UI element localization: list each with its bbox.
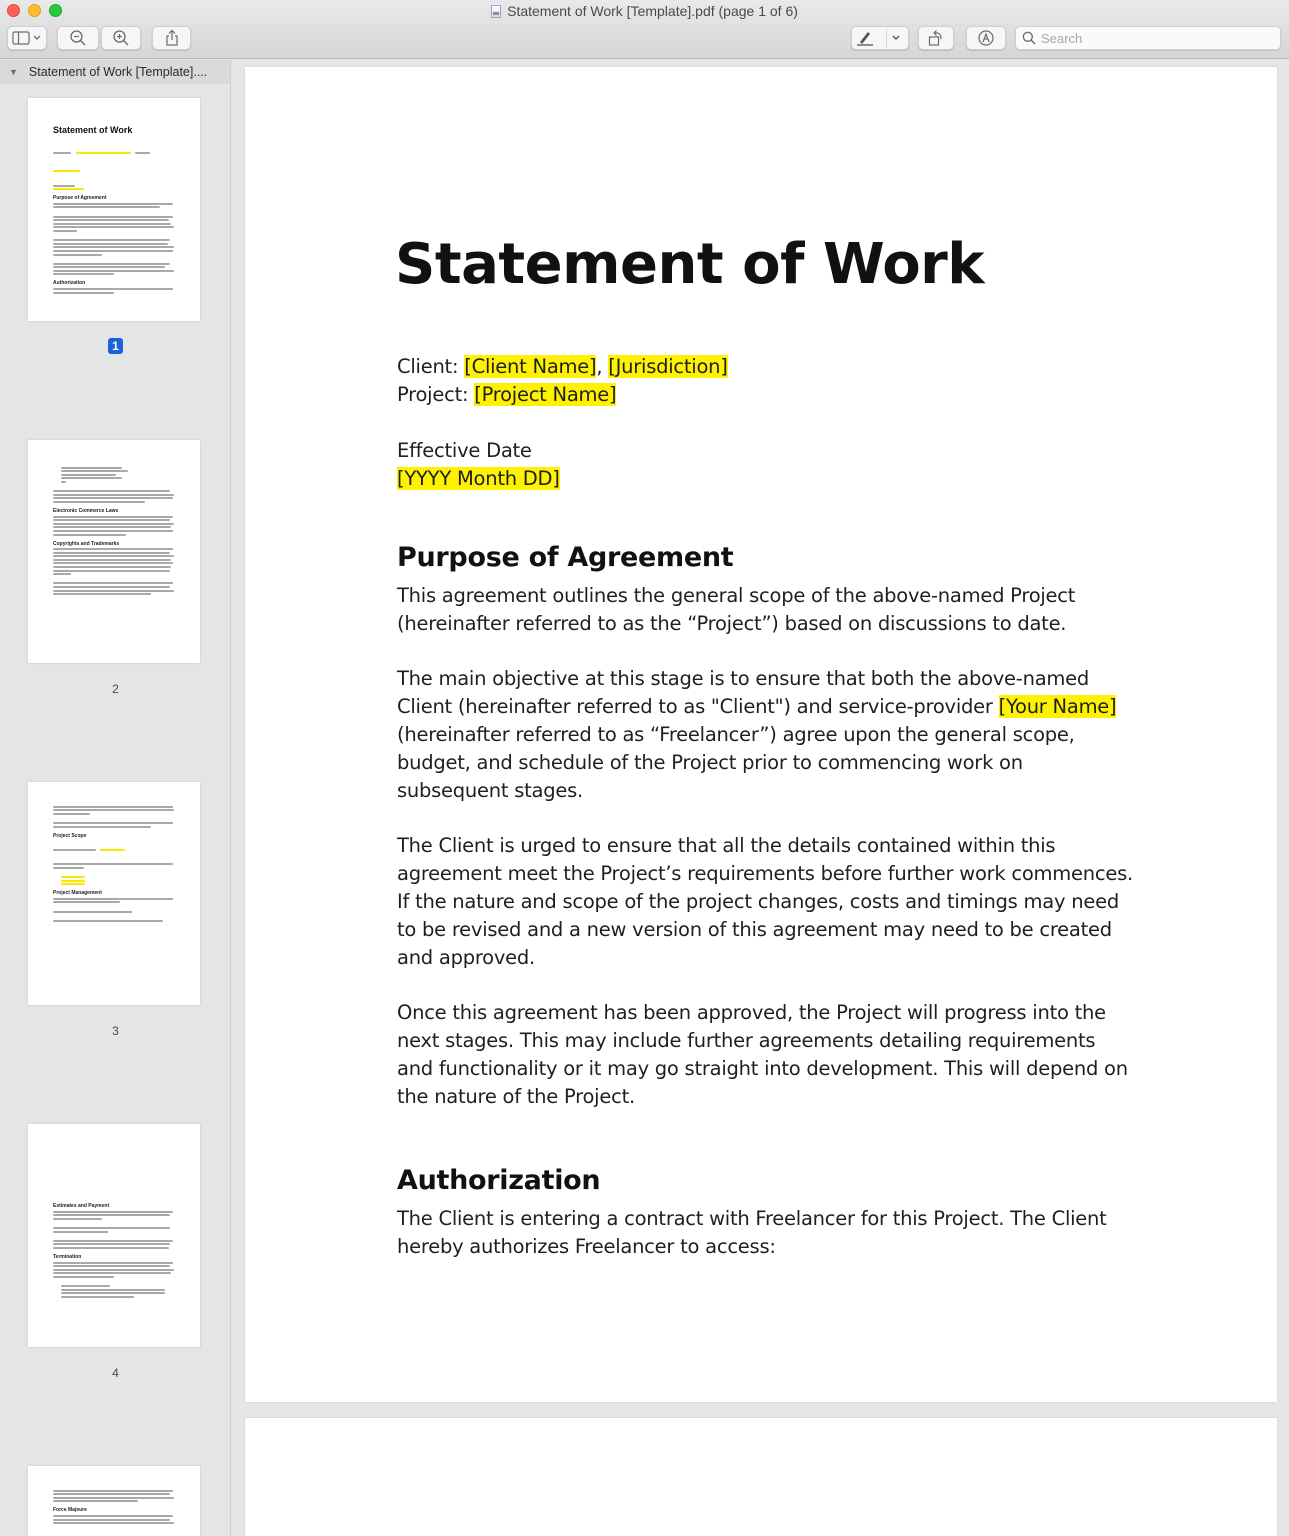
thumbnail-sidebar <box>0 60 231 1536</box>
search-field[interactable] <box>1015 26 1281 50</box>
pdf-page-2 <box>245 1418 1277 1536</box>
rotate-button[interactable] <box>918 26 954 50</box>
client-line: Client: [Client Name], [Jurisdiction] <box>397 355 728 378</box>
thumb-title: Statement of Work <box>53 125 133 135</box>
page-thumbnail-5[interactable] <box>28 1466 200 1536</box>
thumb-heading: Force Majeure <box>53 1507 87 1514</box>
page-number-3[interactable]: 3 <box>112 1024 119 1038</box>
markup-toolbar-button[interactable] <box>966 26 1006 50</box>
sidebar-toggle-button[interactable] <box>7 26 47 50</box>
sidebar-document-row[interactable] <box>0 60 230 84</box>
effective-date-block <box>397 437 1137 493</box>
purpose-paragraph-2: The main objective at this stage is to ensure that both the above-named Client (hereinafter referred to as "Client") and service-provider [Your Name] (hereinafter referred to as “Freelancer”) agree upon the general scope, budget, and schedule of the Project prior to commencing work on subsequent stages. <box>397 667 1117 802</box>
rotate-icon <box>927 29 945 47</box>
share-button[interactable] <box>152 26 191 50</box>
pdf-document-icon <box>491 5 501 18</box>
chevron-down-icon[interactable] <box>887 33 905 43</box>
your-name-placeholder: [Your Name] <box>998 695 1117 718</box>
thumb-heading: Copyrights and Trademarks <box>53 540 120 547</box>
effective-date-label: Effective Date <box>397 439 532 462</box>
purpose-paragraph-1: This agreement outlines the general scope of the above-named Project (hereinafter referred to as the “Project”) based on discussions to date. <box>397 584 1076 635</box>
search-input[interactable] <box>1041 31 1261 46</box>
purpose-paragraph-3: The Client is urged to ensure that all the details contained within this agreement meet the Project’s requirements before further work commences. If the nature and scope of the project changes, costs and timings may need to be revised and a new version of this agreement may need to be created and approved. <box>397 834 1133 969</box>
markup-pen-button[interactable] <box>851 26 909 50</box>
project-line: Project: [Project Name] <box>397 383 617 406</box>
client-project-block <box>397 353 1137 409</box>
thumb-heading: Termination <box>53 1253 82 1260</box>
thumb-heading: Authorization <box>53 280 86 287</box>
pen-icon <box>852 29 887 47</box>
effective-date-placeholder: [YYYY Month DD] <box>397 467 560 490</box>
page-thumbnail-3[interactable] <box>28 782 200 1005</box>
zoom-in-button[interactable] <box>101 26 141 50</box>
client-name-placeholder: [Client Name] <box>464 355 597 378</box>
thumb-heading: Project Management <box>53 890 102 897</box>
page-thumbnail-2[interactable] <box>28 440 200 663</box>
share-icon <box>164 29 180 47</box>
thumb-heading: Estimates and Payment <box>53 1203 110 1209</box>
thumb-heading: Electronic Commerce Laws <box>53 507 119 514</box>
zoom-out-icon <box>69 29 87 47</box>
page-content <box>397 227 1137 1261</box>
thumb-heading: Purpose of Agreement <box>53 195 107 202</box>
document-viewer[interactable] <box>232 60 1289 1536</box>
purpose-heading: Purpose of Agreement <box>397 542 734 573</box>
markup-circle-icon <box>977 29 995 47</box>
thumb-heading: Project Scope <box>53 832 87 839</box>
pdf-page-1 <box>245 67 1277 1402</box>
page-number-4[interactable]: 4 <box>112 1366 119 1380</box>
disclosure-triangle-icon[interactable]: ▼ <box>9 67 18 77</box>
window-title-text: Statement of Work [Template].pdf (page 1 of 6) <box>507 3 798 19</box>
zoom-in-icon <box>112 29 130 47</box>
page-thumbnail-1[interactable] <box>28 98 200 321</box>
sidebar-icon <box>12 31 42 45</box>
window-toolbar <box>0 0 1289 59</box>
sidebar-document-name: Statement of Work [Template].... <box>28 65 208 79</box>
project-name-placeholder: [Project Name] <box>474 383 617 406</box>
page-number-1[interactable]: 1 <box>0 338 231 354</box>
zoom-out-button[interactable] <box>57 26 99 50</box>
purpose-paragraph-4: Once this agreement has been approved, the Project will progress into the next stages. This may include further agreements detailing requirements and functionality or it may go straight into development. This will depend on the nature of the Project. <box>397 1001 1128 1108</box>
search-icon <box>1022 31 1036 45</box>
authorization-heading: Authorization <box>397 1165 601 1196</box>
jurisdiction-placeholder: [Jurisdiction] <box>608 355 728 378</box>
page-number-2[interactable]: 2 <box>112 682 119 696</box>
page-thumbnail-4[interactable] <box>28 1124 200 1347</box>
window-title <box>0 2 1289 20</box>
document-title: Statement of Work <box>395 232 985 297</box>
authorization-paragraph-1: The Client is entering a contract with Freelancer for this Project. The Client hereby authorizes Freelancer to access: <box>397 1207 1107 1258</box>
